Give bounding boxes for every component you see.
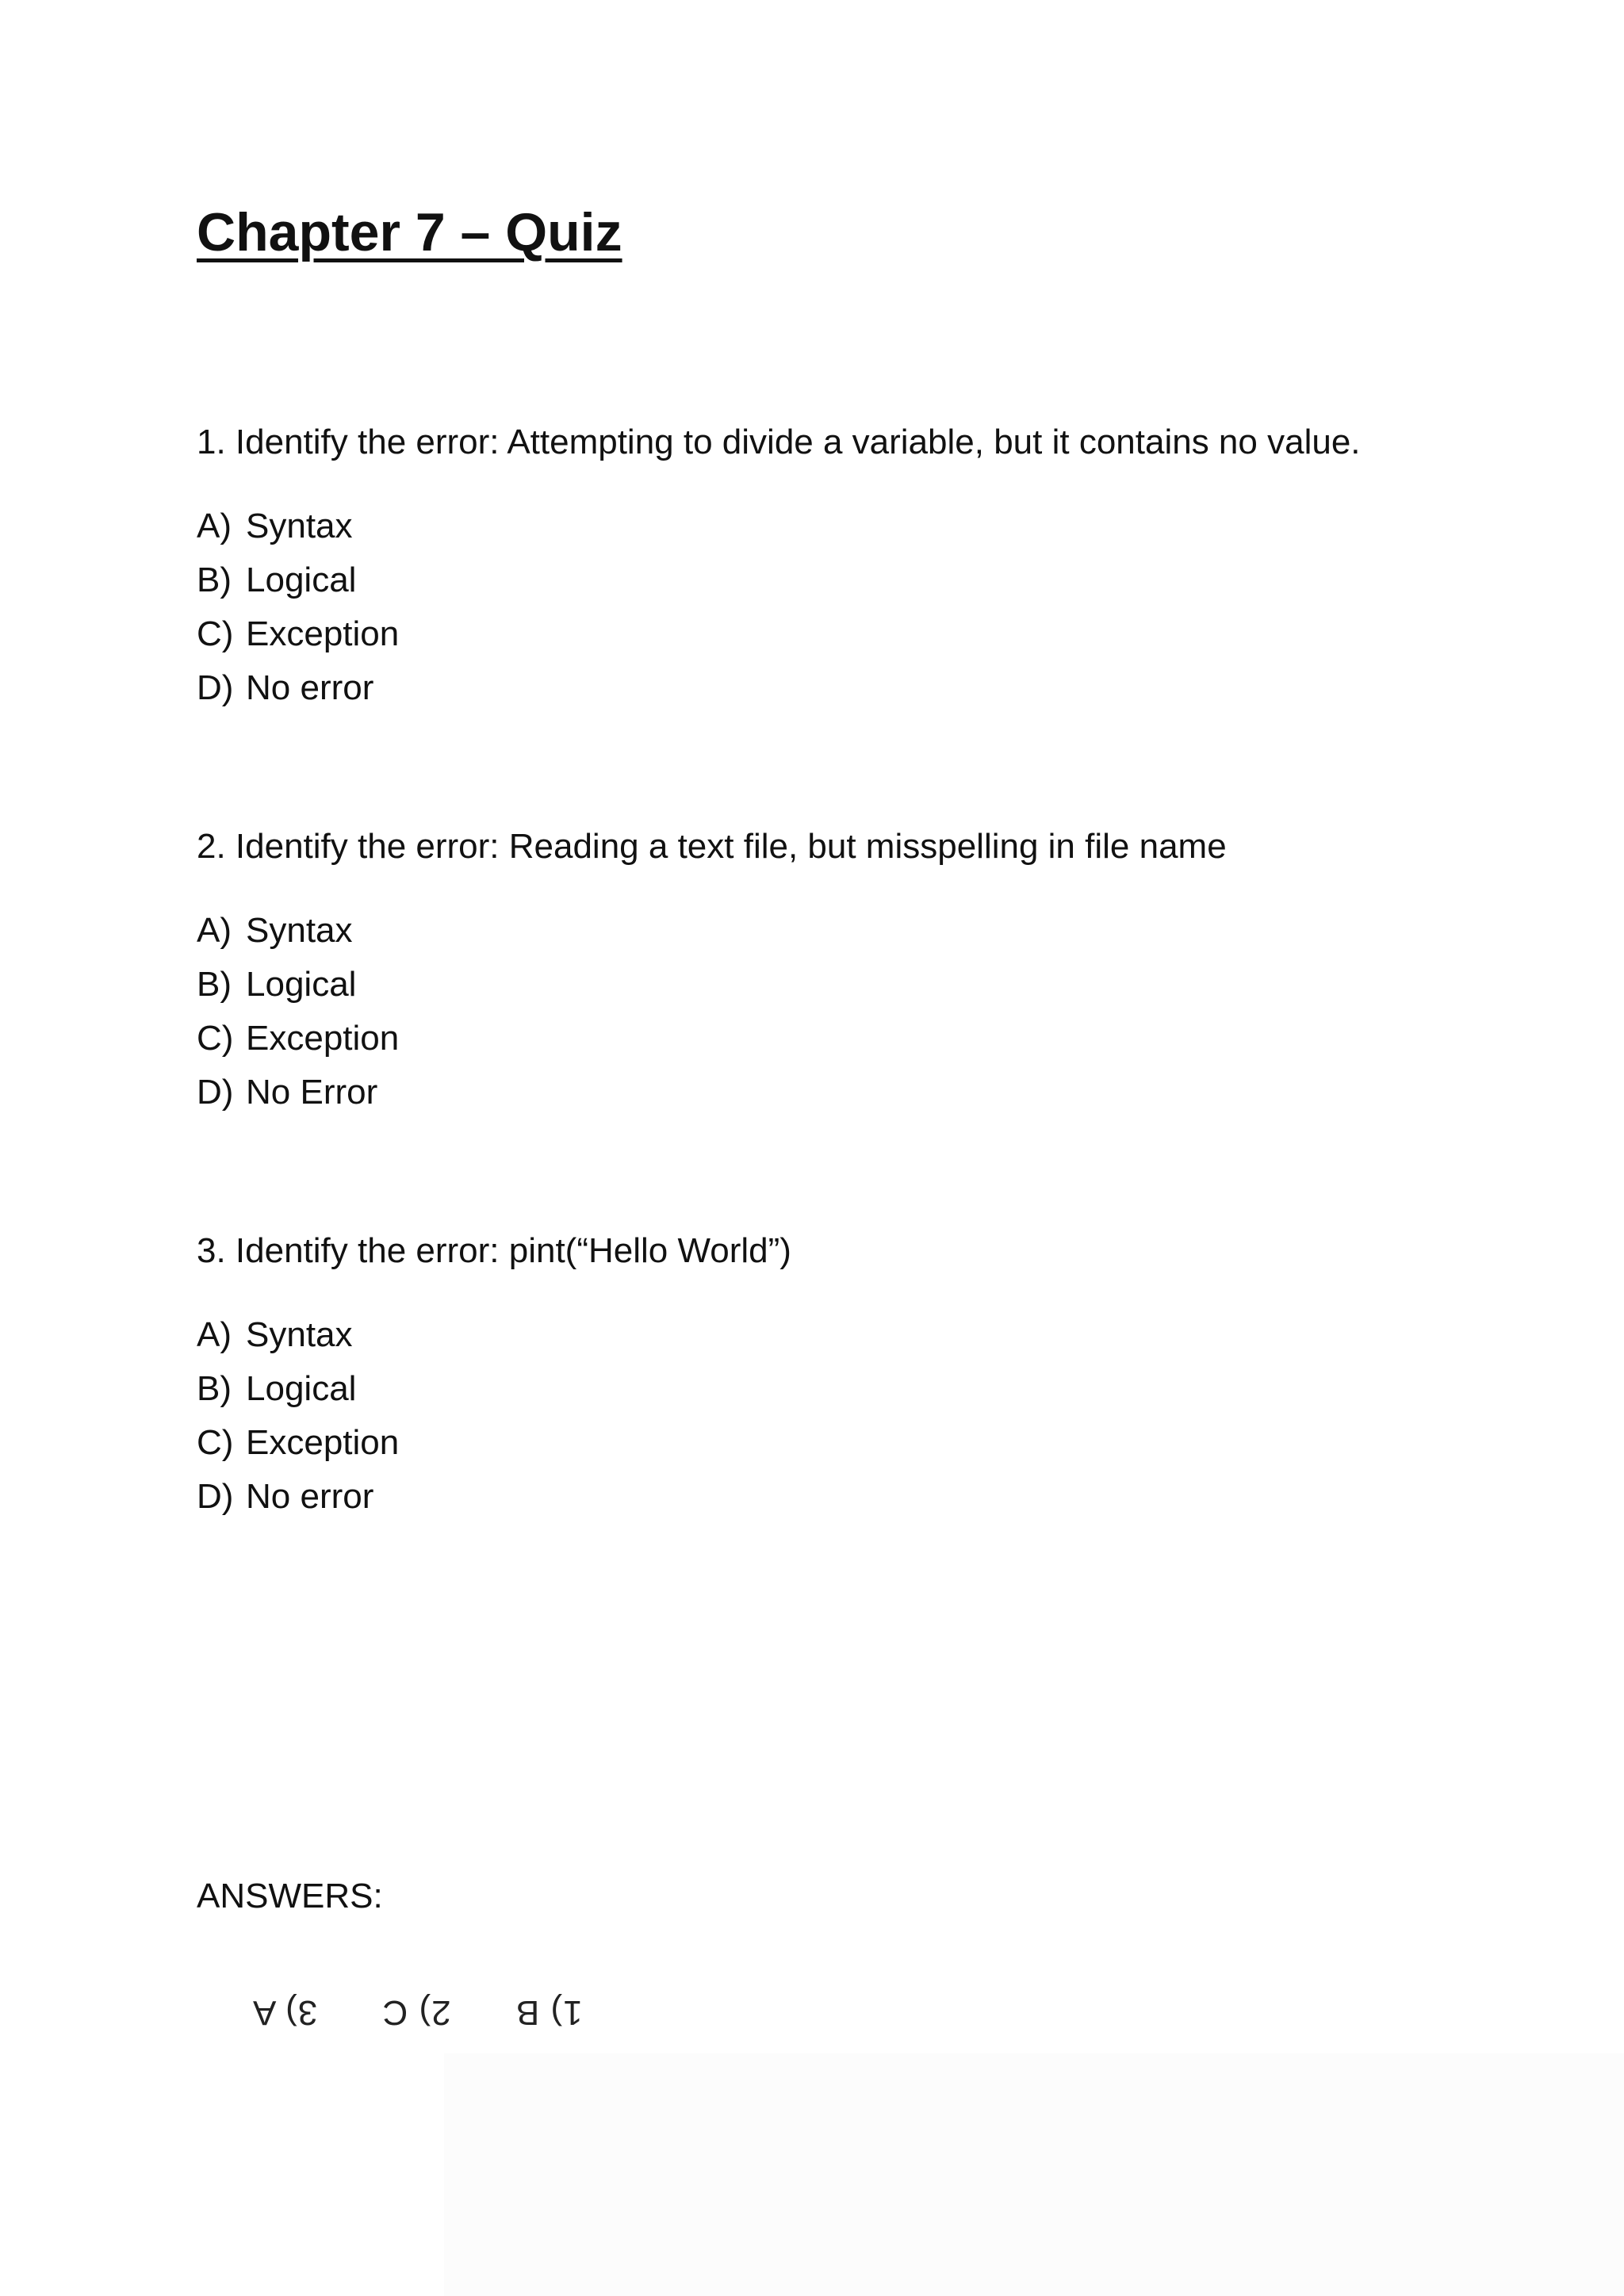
option-label: Exception (246, 614, 400, 653)
option-letter: C) (197, 614, 234, 653)
option-letter: D) (197, 1477, 234, 1516)
option-letter: D) (197, 668, 234, 707)
option-list (197, 1308, 1545, 1524)
question-text: 2. Identify the error: Reading a text file, but misspelling in file name (197, 827, 1227, 866)
option-label: Exception (246, 1423, 400, 1462)
option-c (197, 607, 1545, 661)
answer-2: 2) C (381, 1993, 451, 2032)
option-label: No error (246, 668, 374, 707)
option-letter: C) (197, 1423, 234, 1462)
question-2 (197, 823, 1545, 1119)
question-text: 3. Identify the error: pint(“Hello World”) (197, 1231, 791, 1270)
option-b (197, 553, 1545, 607)
option-letter: D) (197, 1073, 234, 1112)
option-list (197, 499, 1545, 715)
option-b (197, 1362, 1545, 1416)
option-label: Logical (246, 965, 357, 1004)
option-d (197, 1066, 1545, 1119)
option-label: No Error (246, 1073, 378, 1112)
option-label: No error (246, 1477, 374, 1516)
option-label: Syntax (246, 1315, 353, 1354)
option-b (197, 958, 1545, 1012)
option-d (197, 661, 1545, 715)
option-label: Syntax (246, 507, 353, 545)
answer-3: 3) A (252, 1993, 318, 2032)
option-c (197, 1416, 1545, 1470)
option-a (197, 499, 1545, 553)
option-letter: B) (197, 965, 232, 1004)
page-title: Chapter 7 – Quiz (197, 202, 622, 262)
page-shade (444, 2053, 1624, 2296)
option-letter: B) (197, 561, 232, 599)
option-list (197, 904, 1545, 1119)
option-letter: A) (197, 1315, 232, 1354)
option-label: Logical (246, 561, 357, 599)
option-letter: C) (197, 1019, 234, 1058)
option-d (197, 1470, 1545, 1524)
question-3 (197, 1227, 1545, 1524)
question-text: 1. Identify the error: Attempting to divide a variable, but it contains no value. (197, 423, 1361, 461)
option-letter: A) (197, 911, 232, 950)
option-c (197, 1012, 1545, 1066)
option-label: Exception (246, 1019, 400, 1058)
option-label: Syntax (246, 911, 353, 950)
answers-heading: ANSWERS: (197, 1877, 383, 1915)
option-label: Logical (246, 1369, 357, 1408)
option-a (197, 1308, 1545, 1362)
option-letter: B) (197, 1369, 232, 1408)
option-letter: A) (197, 507, 232, 545)
answer-1: 1) B (515, 1993, 583, 2032)
question-1 (197, 419, 1545, 715)
option-a (197, 904, 1545, 958)
answer-key-upside-down (252, 1988, 583, 2036)
